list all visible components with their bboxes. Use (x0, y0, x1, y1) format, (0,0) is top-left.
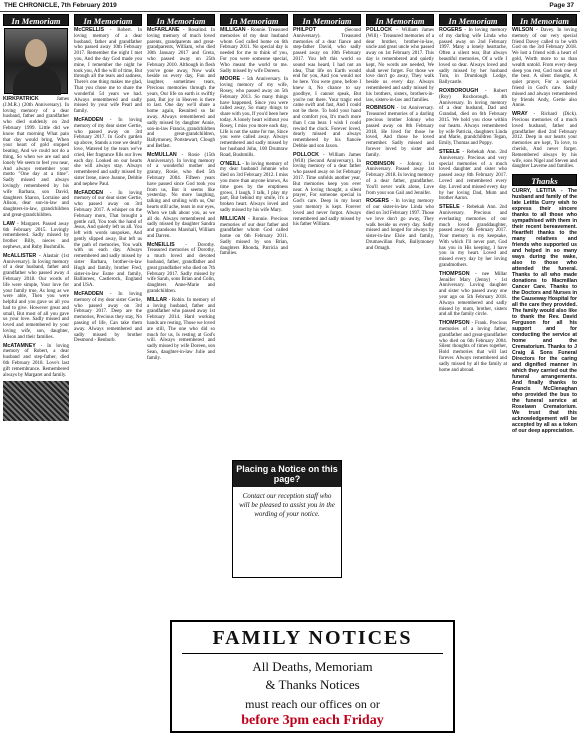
notice-name: WRAY (512, 111, 528, 118)
notice-name: ROXBOROUGH (439, 87, 479, 94)
notice-text: - In loving memory of my dear husband Johnnie who died on 3rd February 2012. I miss you more than anyone knows, As time goes by the emptiness grows, I laugh, I talk, I play my part, But behind my smile, it's a broken heart. Always loved and sadly missed by his wife Mary. (220, 161, 288, 213)
notice-name: ROGERS (439, 27, 462, 33)
notice-name: LAW (3, 220, 15, 227)
notice-text: - Rebekah Ann. 2nd Anniversary. Precious and everlasting memories of our much loved granddaughter, passed away 6th February 2017. Your memory is my keepsake, With which I'll never part, God has you in His keeping, I have you in my heart. Loved and missed every day by her loving grandmothers. (439, 205, 507, 269)
notice-text: - In loving memory of our dear sister Gertie, who passed away on 3rd February 2017. A whisper on the February morn, That brought a gentle call, You took the hand of Jesus, And quietly left us all. You left with words unspoken, And gently slipped away, But left us the path of memories, You walk with us each day. Always remembered and sadly missed by sister Barbara, brother-in-law Hugh and family, brother Fred, sister-in-law Esme and family, Ballinrees, Castlerock, England and USA. (74, 190, 142, 289)
column-5 (293, 14, 361, 454)
memoriam-notice (366, 199, 434, 251)
notice-name: MILLICAN (220, 215, 246, 222)
placing-heading: Placing a Notice on this page? (233, 461, 341, 487)
in-memoriam-header: In Memoriam (293, 14, 361, 26)
memoriam-notice (220, 28, 288, 74)
notice-name: McALLISTER (3, 252, 37, 259)
notice-name: PHILPOT (293, 27, 316, 33)
memoriam-notice (439, 150, 507, 202)
notice-text: - In loving memory of my dear sister Gertie, who passed away on 3rd February 2017. Deep are the memories, Precious they stay, No passing of life, Can take them away. Always remembered and sadly missed by brother Desmond - Benburb. (74, 292, 142, 344)
notice-text: - William James (Will) - Treasured memories of a dear brother, brother-in-law, uncle and great uncle who passed away on 1st February 2017. This day is remembered and quietly kept, No words are needed, We shall never forget. For those we love don't go away, They walk beside us every day. Always remembered and sadly missed by his brothers, sisters, brothers-in-law, sisters-in-law and families. (366, 28, 434, 103)
in-memoriam-header: In Memoriam (439, 14, 507, 26)
notice-name: ROBINSON (366, 160, 395, 167)
notice-text: - Rebekah Ann. 2nd Anniversary. Precious and very special memories of a much loved daughter and sister who passed away 8th February 2017. Loved and remembered every day. Loved and missed every day by her loving Dad, Mum and brother Aaron. (439, 149, 507, 202)
in-memoriam-header: In Memoriam (3, 14, 69, 26)
notice-name: MILLIGAN (220, 27, 246, 33)
memoriam-notice (366, 106, 434, 158)
notice-text: - Ronnie. Precious memories of our dear father and grandfather whom God called home on 6th February 2011. Sadly missed by son Brian, daughters Rhonda, Patricia and families. (220, 216, 288, 257)
notice-name: McFADDEN (74, 116, 104, 123)
notice-name: POLLOCK (366, 27, 392, 33)
notice-text: (Second Anniversary). Treasured memories of a dear fiance and step-father David, who sadly passed away on 10th February 2017. You left this world so sound was heard, I had not an idea, That life on Earth would end for you, And you would not be here. You were gone, before I knew it, No chance to say goodbye, I cannot speak, But you're not there. Your tragic end came swift and fast, And I could not be there. To hold your hand and comfort you, It's much more than I can bear. I wish I could rewind the clock. Forever loved, dearly missed and always remembered by his fiancée Debbie and son Jaxon. (293, 28, 361, 149)
memoriam-notice (74, 292, 142, 344)
notice-text: - 5th Anniversary. In loving memory of my wife, Rosey, who passed away on 5th February 2013. So many things have happened, Since you were called away, So many things to share with you, If you'd been here today. A lonely heart without you Rosey, I miss you more each day, Life is not the same for me, Since you were called away. Always remembered and sadly missed by her husband John, 100 Drumraw Road, Bushmills. (220, 77, 288, 158)
memoriam-notice (293, 28, 361, 150)
memoriam-notice (439, 89, 507, 147)
notice-text: - Robin. In memory of a loving husband, father and grandfather who passed away 1st February 2014. Hard working hands are resting, Those we loved are still, The one who did so much for us, Is resting at God's will. Always remembered and sadly missed by wife Doreen, son Sean, daughter-in-law Julie and family. (147, 297, 215, 361)
notice-name: ROBINSON (366, 105, 395, 112)
notice-text: - Dorothy. Treasured memories of Dorothy, a much loved and devoted husband, father, grandfather and great grandfather who died on 7th February 2017. Sadly missed by wife Sarah, sons Brian and Colin, daughters Anne-Marie and grandchildren. (147, 242, 215, 295)
column-6 (366, 14, 434, 614)
in-memoriam-header: In Memoriam (74, 14, 142, 26)
notice-name: POLLOCK (293, 151, 319, 158)
notice-name: MOORE (220, 76, 241, 83)
notice-text: - In loving memory of my darling wife Linda who passed away on 2nd February 1997. Many a lonely heartache, Often a silent tear, But always beautiful memories, Of a wife I loved so dear. Always loved and sadly missed by her husband Tom, in Drumlough Lodge, Ballycastle. (439, 28, 507, 86)
memoriam-notice (74, 28, 142, 115)
notice-text: - In loving memory of Robert, a dear husband and step-father, died 6th February 2018. Love's last gift remembrance. Remembered always by Margaret and family. (3, 343, 69, 378)
notice-name: KIRKPATRICK (3, 96, 39, 102)
column-2 (74, 14, 142, 734)
family-notices-box (170, 620, 455, 733)
memoriam-notice (147, 243, 215, 295)
notice-text: - Davey. In loving memory of our very special friend Davey called to be with God on the 3rd February 2018. We lost a friend with a heart of gold, Worth more to us than wealth untold. From every deep sleep you rest, God took one of the best. A silent thought, A quiet prayer, For a special friend in God's care. Sadly missed and always remembered by friends Andy, Gertie also Annie. (512, 28, 577, 109)
memoriam-notice (512, 112, 577, 170)
placing-body: Contact our reception staff who will be pleased to assist you in the wording of your notice. (239, 492, 335, 518)
notice-text: - Robert (Roy) Roxborough. 4th Anniversary. In loving memory of a dear husband, Dad and Grandad, died on 6th February 2015. We hold you close within our hearts. Always remembered by wife Patricia, daughters Linda and Marie, grandchildren Tegan, Emily, Thomas and Poppy. (439, 88, 507, 147)
memoriam-notice (3, 344, 69, 379)
masthead (0, 0, 580, 12)
notice-text: - Robert. In loving memory of a dear husband, father and grandfather who passed away 10th February 2017. Remember the night I met you, And the day God made you mine, I remember the night he took you, All the will of time, But through all the tears and sadness, There's one thing makes me glad, That you chose me to share the wonderful 54 years we had. Always remembered and sadly missed by your wife Pearl and family. (74, 28, 142, 115)
notice-name: STEELE (439, 204, 460, 211)
memoriam-notice (3, 254, 69, 341)
notice-name: O'NEILL (220, 160, 241, 167)
column-1 (3, 14, 69, 734)
memoriam-notice (147, 298, 215, 362)
notice-text: - Frank. Precious memories of a loving father, grandfather and great-grandfather who died on 6th February 2004. Silent thoughts of times together, Hold memories that will last forever. Always remembered and sadly missed by all the family at home and abroad. (439, 321, 507, 373)
portrait-photo (4, 28, 68, 94)
page-number: Page 37 (549, 2, 574, 9)
memoriam-notice (147, 153, 215, 240)
notice-name: McMULLAN (147, 151, 177, 158)
publication-date: THE CHRONICLE, 7th February 2019 (4, 2, 117, 9)
notice-text: - Margaret. Passed away 6th February 2015. Lovingly remembered. Sadly missed by brother Billy, nieces and nephews, and Ruby Bushmills. (3, 221, 69, 250)
notice-text: - Johnny. 1st Anniversary. Passed away 1st February 2018. In loving memory of a dear father, grandfather. You'll never walk alone, Love from your son Gail and Jennifer. (366, 161, 434, 196)
family-notices-deadline: before 3pm each Friday (241, 713, 384, 728)
thanks-notice (512, 188, 577, 434)
memoriam-notice (439, 321, 507, 373)
in-memoriam-header: In Memoriam (512, 14, 577, 26)
notice-name: STEELE (439, 148, 460, 155)
notice-text: James (J.M.R.) (20th Anniversary). In loving memory of a dear husband, father and grandfather who died suddenly on 2nd February 1999. Little did we know that morning What pain that day would bring, When your heart of gold stopped beating, And we could not do a thing, So when we are sad and lonely We seem to feel you near, And always remember your motto "One day at a time". Sadly missed and always lovingly remembered by his wife Barbara, son David, daughters Sharon, Lorraine and Alison, dear son-in-law and daughters-in-law, grandchildren and great-grandchildren. (3, 97, 69, 218)
notice-text: - Alastair (1st Anniversary). In loving memory of a dear husband, father and grandfather who passed away 4 February 2018. Our words of life were simple, Your love for your family true, As long as we were able, Then you were helpful and you gave us all you had to give. However great and small, But most of all you gave us your love. Sadly missed and loved and remembered by your loving wife, son, daughter, Alison and their families. (3, 253, 69, 340)
notice-text: - 1st Anniversary. Treasured memories of a darling precious brother Johnny who passed away on 8th February 2018. He lived for those he loved, And those he loved remember. Sadly missed and forever loved by sister and family. (366, 106, 434, 158)
memoriam-notice (293, 153, 361, 228)
in-memoriam-header: In Memoriam (366, 14, 434, 26)
memoriam-notice (366, 162, 434, 197)
notice-text: - Richard (Dick). Precious memories of a much loved husband, father and grandfather died 2nd February 2012. Deep in our hearts your memories are kept, To love, to cherish, And never forget. Remembered always by his wife, sons Nigel and Steven and daughter Laverne and families. (512, 112, 577, 170)
memoriam-notice (220, 77, 288, 158)
family-notices-line-2: & Thanks Notices (265, 677, 360, 692)
memoriam-notice (220, 217, 288, 258)
memoriam-notice (512, 28, 577, 109)
memoriam-notice (74, 118, 142, 188)
notice-name: McATAMNEY (3, 342, 36, 349)
notice-text: - nee Millar Jennifer Mary (Jenny) - 1st Anniversary. Loving daughter and sister who passed away one year ago on 5th February 2018. Always remembered and sadly missed by mum, brother, sisters and all the family circle. (439, 271, 507, 318)
family-notices-title: FAMILY NOTICES (182, 627, 443, 654)
memoriam-notice (74, 191, 142, 290)
notice-name: THOMPSON (439, 320, 470, 327)
memoriam-notice (439, 28, 507, 86)
in-memoriam-header: In Memoriam (220, 14, 288, 26)
memoriam-notice (439, 205, 507, 269)
thanks-name: CURRY, LETITIA (512, 188, 556, 195)
family-notices-line-1: All Deaths, Memoriam (252, 659, 373, 674)
notice-text: - In loving memory of my dear sister Gertie, who passed away on 3rd February 2017. In God's garden up above, Stands a rose we dearly love, Watered by the tears we've cried, Her fragrance fills our lives each day. Looked on our hearts she will always stay. Always remembered and sadly missed by sister Irene, niece Joanne, Debbie and nephew Paul. (74, 117, 142, 187)
notice-text: - Rosalind. In loving memory of much loved parents, grandparents and great-grandparents, William, who died 30th January 2017 and Greta, who passed away on 25th February 2010. Although in flesh you've gone away, Now walk beside us every day, Fun and laughter, sometimes tears, Precious memories through the years, Our life on earth is swiftly past, But joy in Heaven is there to last. One day we'll share a home again, Reunited so far away. Always remembered and sadly missed by daughter Annie, son-in-law Francis, grandchildren and great-grandchildren, Ballymoney, Portstewart, Clough and Belfast. (147, 28, 215, 149)
thanks-header: Thanks (512, 174, 577, 186)
notice-name: McFADDEN (74, 189, 104, 196)
placing-notice-box (232, 460, 342, 578)
memoriam-notice (3, 222, 69, 251)
memoriam-notice (439, 272, 507, 318)
notice-name: WILSON (512, 27, 534, 33)
notice-text: - Ronnie. Treasured memories of my dear husband whom God called home on 6th February 2011. No special day is needed for me to think of you, For you were someone special, Who meant the world to me. Sadly missed by wife Doreen. (220, 28, 288, 74)
notice-name: McNEILLIS (147, 241, 175, 248)
notice-text: - In loving memory of our sister-in-law Linda who died on 3rd February 1997. Those we love don't go away, They walk beside us every day. Sadly missed and longed for always by sister-in-law Elsie and family, Drumawillan Park, Ballymoney and Omagh. (366, 199, 434, 251)
memoriam-notice (220, 162, 288, 214)
notice-name: ROGERS (366, 198, 389, 205)
advertisement-image (3, 381, 69, 421)
notice-name: McCRELLIS (74, 27, 105, 33)
notice-text: - William James (Will) (Second Anniversary). In loving memory of a dear father who passed away on 1st February 2017. Time unfolds another year, But memories keep you ever near. A loving thought, a silent prayer, For someone special in God's care. Deep in my heart your memory is kept. Forever loved and never forgot. Always remembered and sadly missed by his father William. (293, 152, 361, 228)
notice-name: THOMPSON (439, 270, 470, 277)
in-memoriam-header: In Memoriam (147, 14, 215, 26)
column-4 (220, 14, 288, 454)
notice-text: - Rosie (15th Anniversary). In loving memory of a wonderful mother and granny, Rosie, who died 5th February 2004. Fifteen years have passed since God took you from us, But it seems like yesterday. No more laughing, talking and smiling with us, Our hearts still ache, tears in our eyes, When we talk about you, as we all do. Always remembered and sadly missed by daughter Sandra and grandsons Marshall, William and Darren. (147, 152, 215, 239)
thanks-text: - The husband and family of the late Letitia Curry wish to express their sincere thanks to all those who sympathised with them in their recent bereavement. Heartfelt thanks to the many relatives and friends who supported us and helped in so many ways during the wake, also to those who attended the funeral. Thanks to all who made donations to Macmillan Cancer Care. Thanks to the Doctors and Nurses in the Causeway Hospital for all the care they provided. The family would also like to thank the Rev. David Ferguson for all his support and for conducting the service at home and the Crematorium. Thanks to J Craig & Sons Funeral Directors for the caring and dignified manner in which they carried out the funeral arrangements. And finally thanks to Francis McClenaghan who provided the bus to the funeral service at Roselawn Crematorium. We trust that this acknowledgement will be accepted by all as a token of our deep appreciation. (512, 188, 577, 435)
memoriam-notice (147, 28, 215, 150)
family-notices-line-3: must reach our offices on or (245, 697, 380, 711)
notice-name: McFARLANE (147, 27, 180, 33)
memoriam-notice (3, 97, 69, 219)
memoriam-notice (366, 28, 434, 103)
column-8 (512, 14, 577, 734)
notice-name: MILLAR (147, 296, 168, 303)
notice-name: McFADDEN (74, 291, 104, 298)
